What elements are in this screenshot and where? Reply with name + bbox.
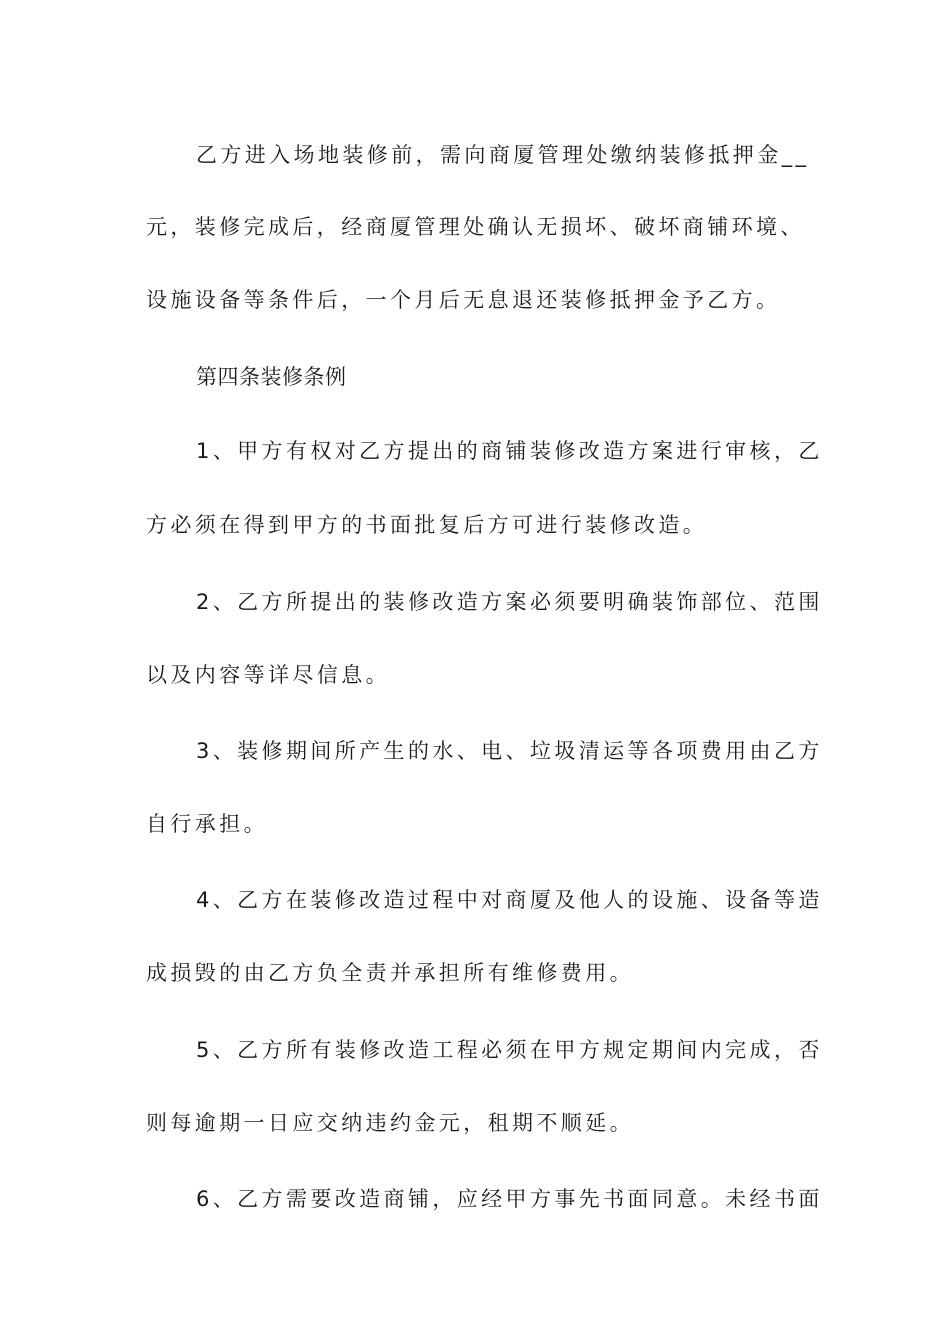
clause-3-line-2: 自行承担。 xyxy=(146,812,268,836)
clause-1-line-1: 1、甲方有权对乙方提出的商铺装修改造方案进行审核，乙 xyxy=(196,439,823,463)
clause-2-line-2: 以及内容等详尽信息。 xyxy=(146,663,390,687)
clause-1-line-2: 方必须在得到甲方的书面批复后方可进行装修改造。 xyxy=(146,513,708,537)
clause-6-line-1: 6、乙方需要改造商铺，应经甲方事先书面同意。未经书面 xyxy=(196,1187,823,1211)
clause-5-line-1: 5、乙方所有装修改造工程必须在甲方规定期间内完成，否 xyxy=(196,1038,823,1062)
paragraph-deposit-line-1: 乙方进入场地装修前，需向商厦管理处缴纳装修抵押金__ xyxy=(196,143,810,167)
clause-3-line-1: 3、装修期间所产生的水、电、垃圾清运等各项费用由乙方 xyxy=(196,739,823,763)
clause-4-line-1: 4、乙方在装修改造过程中对商厦及他人的设施、设备等造 xyxy=(196,888,823,912)
clause-5-line-2: 则每逾期一日应交纳违约金元，租期不顺延。 xyxy=(146,1111,634,1135)
clause-4-line-2: 成损毁的由乙方负全责并承担所有维修费用。 xyxy=(146,961,634,985)
paragraph-deposit-line-2: 元，装修完成后，经商厦管理处确认无损坏、破坏商铺环境、 xyxy=(146,215,805,239)
section-heading-article-4: 第四条装修条例 xyxy=(196,365,347,389)
paragraph-deposit-line-3: 设施设备等条件后，一个月后无息退还装修抵押金予乙方。 xyxy=(146,288,781,312)
clause-2-line-1: 2、乙方所提出的装修改造方案必须要明确装饰部位、范围 xyxy=(196,590,823,614)
